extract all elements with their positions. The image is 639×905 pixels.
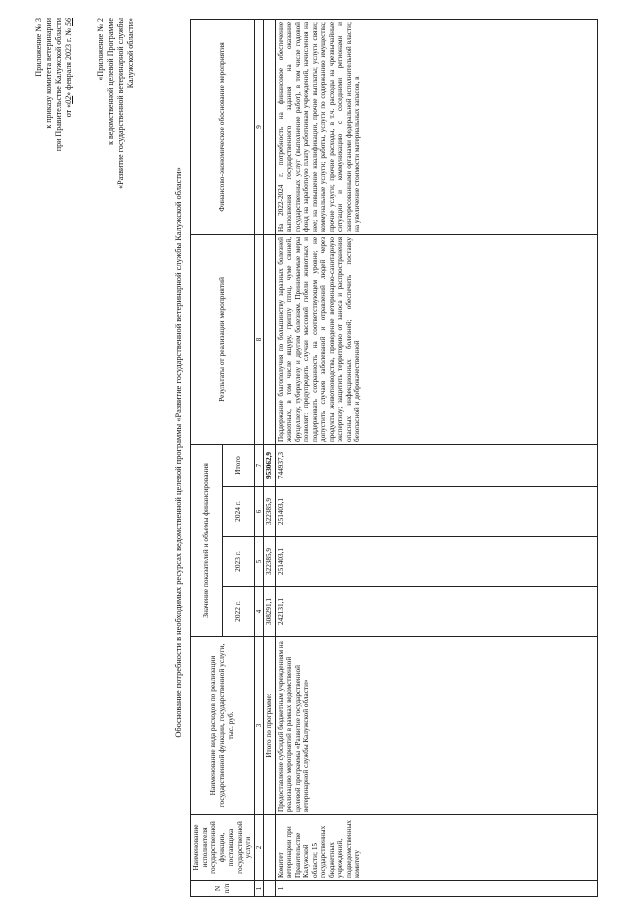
- header-num: N п/п: [191, 881, 255, 897]
- value-2024: 251403,1: [275, 487, 597, 537]
- table-row: [275, 19, 597, 896]
- col-number: 3: [255, 637, 264, 815]
- program-appendix-line3: «Развитие государственной ветеринарной службы: [116, 18, 125, 189]
- header-values-group: Значение показателей и объемы финансирования: [191, 444, 223, 636]
- order-date-day: 02: [64, 95, 73, 104]
- value-2023: 251403,1: [275, 537, 597, 587]
- program-appendix-line1: «Приложение № 2: [96, 18, 105, 81]
- value-total: 744937,3: [275, 444, 597, 486]
- total-2024: 322385,9: [264, 487, 275, 537]
- order-appendix-line3: при Правительстве Калужской области: [54, 18, 63, 152]
- results-cell: Поддержание благополучия по большинству заразных болезней животных, в том числе ящуру, гриппу птиц, чуме свиней, бруцеллезу, туберкулезу и другим болезням. Принимаемые меры позволят: предупредить случаи массовой гибели животных и поддерживать сохранность на соответствующем уровне; не допустить случаев заболеваний и отравлений людей через продукты животноводства, проведение ветеринарно-санитарную экспертизу; защитить территорию от заноса и распространения опасных инфекционных болезней; обеспечить поставку безопасной и доброкачественной: [275, 234, 597, 444]
- document-title: Обоснование потребности в необходимых ресурсах ведомственной целевой программы «Развитие государственной ветеринарной службы Калужской области»: [174, 167, 183, 738]
- order-number: 56: [64, 18, 73, 26]
- total-sum: 953062,9: [264, 444, 275, 486]
- col-number: 7: [255, 444, 264, 486]
- col-number: 1: [255, 881, 264, 897]
- program-appendix-line4: Калужской области»: [126, 18, 135, 89]
- order-appendix-header: [34, 18, 74, 151]
- total-2022: 308291,1: [264, 587, 275, 637]
- order-appendix-line4: [64, 18, 74, 151]
- resources-table: [190, 19, 598, 897]
- order-date-mid: » февраля 2023 г. №: [64, 26, 73, 96]
- header-2022: 2022 г.: [223, 587, 255, 637]
- col-number: 9: [255, 19, 264, 234]
- executor-cell: Комитет ветеринарии при Правительстве Калужской области; 15 государственных бюджетных учреждений, подведомственных комитету: [275, 815, 597, 881]
- total-2023: 322385,9: [264, 537, 275, 587]
- order-appendix-line1: Приложение № 3: [34, 18, 43, 77]
- row-number: 1: [275, 881, 597, 897]
- program-appendix-header: [96, 18, 136, 189]
- header-2023: 2023 г.: [223, 537, 255, 587]
- order-date-prefix: от «: [64, 103, 73, 118]
- program-appendix-line2: к ведомственной целевой Программе: [106, 18, 115, 145]
- total-label: Итого по программе:: [264, 637, 275, 815]
- expense-cell: Предоставление субсидий бюджетным учреждениям на реализацию мероприятий в рамках ведомственной целевой программы «Развитие государственной ветеринарной службы Калужской области»: [275, 637, 597, 815]
- col-number: 6: [255, 487, 264, 537]
- value-2022: 242131,1: [275, 587, 597, 637]
- justification-cell: На 2022-2024 г. потребность на финансовое обеспечение выполнения государственного задания на оказание государственных услуг (выполнение работ), в том числе годовой фонд на заработную плату работникам учреждений, начисления на нее; на повышение квалификации, прочие выплаты; услуги связи; коммунальные услуги; работы, услуги по содержанию имущества; прочие услуги; прочие расходы, в т.ч. расходы на чрезвычайные ситуации и коммуникацию с соседними регионами и заинтересованными органами федеральной исполнительной власти; на увеличение стоимости материальных запасов, в: [275, 19, 597, 234]
- col-number: 2: [255, 815, 264, 881]
- column-number-row: [255, 19, 264, 896]
- order-appendix-line2: к приказу комитета ветеринарии: [44, 18, 53, 129]
- header-results: Результаты от реализации мероприятий: [191, 234, 255, 444]
- col-number: 5: [255, 537, 264, 587]
- table-header-row: [191, 19, 223, 896]
- col-number: 8: [255, 234, 264, 444]
- header-total: Итого: [223, 444, 255, 486]
- header-expense: Наименование вида расходов по реализации государственной функции, государственной услуги, тыс. руб.: [191, 637, 255, 815]
- col-number: 4: [255, 587, 264, 637]
- program-total-row: [264, 19, 275, 896]
- header-justification: Финансово-экономическое обоснование мероприятия: [191, 19, 255, 234]
- header-2024: 2024 г.: [223, 487, 255, 537]
- header-executor: Наименование исполнителя государственной функции, поставщика государственной услуги: [191, 815, 255, 881]
